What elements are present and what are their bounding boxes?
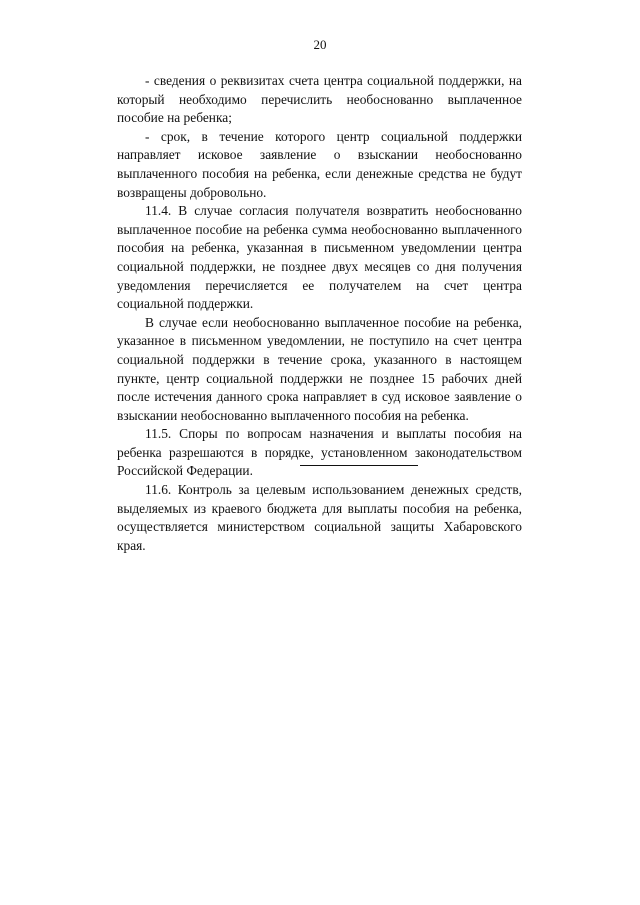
paragraph-11-4: 11.4. В случае согласия получателя возвратить необоснованно выплаченное пособие на ребенка сумма необоснованно выплаченного пособия на ребенка, указанная в письменном уведомлении центра социальной поддержки, не позднее двух месяцев со дня получения уведомления перечисляется ее получателем на счет центра социальной поддержки. xyxy=(117,203,522,312)
paragraph-11-6: 11.6. Контроль за целевым использованием денежных средств, выделяемых из краевого бюджета для выплаты пособия на ребенка, осуществляется министерством социальной защиты Хабаровского края. xyxy=(117,482,522,553)
end-divider-line xyxy=(300,465,418,466)
paragraph-11-4-court: В случае если необоснованно выплаченное пособие на ребенка, указанное в письменном уведомлении, не поступило на счет центра социальной поддержки в течение срока, указанного в настоящем пункте, центр социальной поддержки не позднее 15 рабочих дней после истечения данного срока направляет в суд исковое заявление о взыскании необоснованно выплаченного пособия на ребенка. xyxy=(117,314,522,423)
paragraph-bank-details: - сведения о реквизитах счета центра социальной поддержки, на который необходимо перечислить необоснованно выплаченное пособие на ребенка; xyxy=(117,73,522,126)
document-body xyxy=(117,72,522,555)
page-number: 20 xyxy=(313,37,327,52)
paragraph-claim-deadline: - срок, в течение которого центр социальной поддержки направляет исковое заявление о взыскании необоснованно выплаченного пособия на ребенка, если денежные средства не будут возвращены добровольно. xyxy=(117,128,522,200)
paragraph-11-5: 11.5. Споры по вопросам назначения и выплаты пособия на ребенка разрешаются в порядке, установленном законодательством Российской Федерации. xyxy=(117,426,522,479)
